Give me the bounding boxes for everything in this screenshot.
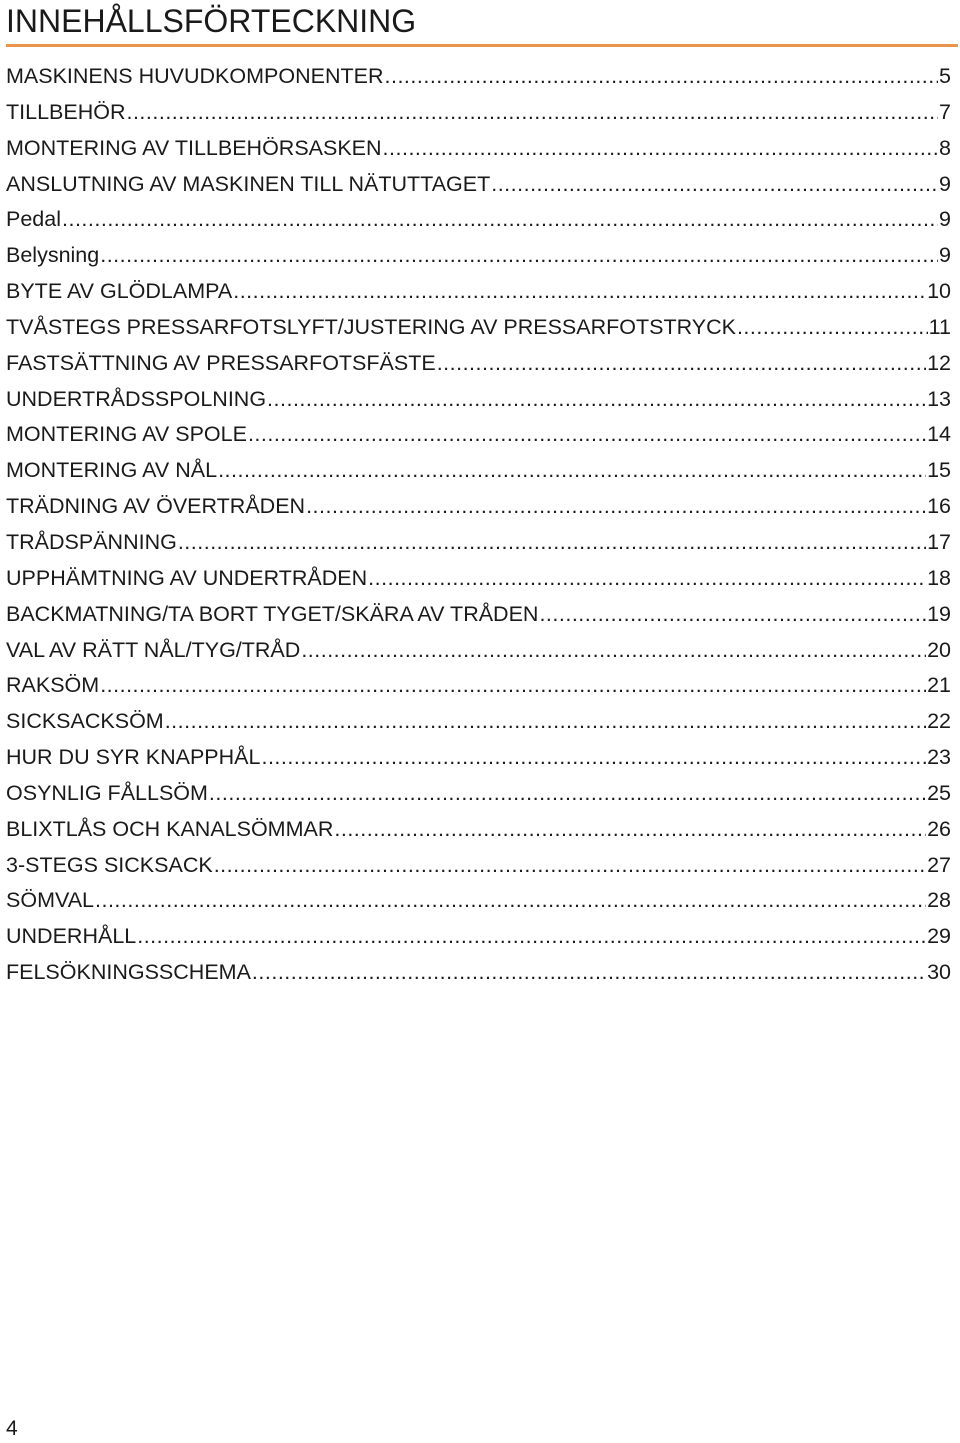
toc-entry[interactable] (6, 382, 951, 418)
toc-entry-page: 27 (927, 852, 951, 877)
toc-dot-leader (178, 525, 926, 561)
toc-dot-leader (385, 59, 939, 95)
toc-entry-page: 16 (927, 494, 951, 519)
toc-dot-leader (437, 346, 926, 382)
toc-dot-leader (368, 561, 926, 597)
toc-entry[interactable] (6, 597, 951, 633)
page-number: 4 (6, 1417, 18, 1440)
toc-dot-leader (383, 131, 938, 167)
toc-entry[interactable] (6, 274, 951, 310)
toc-entry-page: 12 (927, 350, 951, 375)
toc-dot-leader (233, 274, 926, 310)
toc-entry-label: UNDERTRÅDSSPOLNING (6, 386, 267, 411)
toc-entry-label: SÖMVAL (6, 888, 95, 913)
toc-dot-leader (137, 919, 926, 955)
toc-entry-label: UNDERHÅLL (6, 924, 137, 949)
toc-entry-label: ANSLUTNING AV MASKINEN TILL NÄTUTTAGET (6, 171, 491, 196)
toc-dot-leader (126, 95, 938, 131)
toc-entry-page: 7 (939, 99, 951, 124)
toc-entry[interactable] (6, 167, 951, 203)
toc-entry[interactable] (6, 131, 951, 167)
page-title: INNEHÅLLSFÖRTECKNING (6, 3, 417, 39)
toc-entry-page: 9 (939, 171, 951, 196)
toc-entry[interactable] (6, 561, 951, 597)
toc-entry-page: 9 (939, 243, 951, 268)
toc-entry-page: 8 (939, 135, 951, 160)
toc-dot-leader (252, 955, 926, 991)
toc-entry-page: 10 (927, 279, 951, 304)
toc-entry[interactable] (6, 740, 951, 776)
toc-entry-label: Belysning (6, 243, 100, 268)
toc-entry-label: TRÄDNING AV ÖVERTRÅDEN (6, 494, 306, 519)
toc-entry-label: FELSÖKNINGSSCHEMA (6, 960, 251, 985)
toc-dot-leader (214, 848, 926, 884)
toc-dot-leader (306, 489, 926, 525)
toc-entry[interactable] (6, 883, 951, 919)
toc-entry-label: MONTERING AV TILLBEHÖRSASKEN (6, 135, 382, 160)
toc-entry[interactable] (6, 848, 951, 884)
toc-entry-label: SICKSACKSÖM (6, 709, 164, 734)
toc-entry-page: 21 (927, 673, 951, 698)
toc-entry-page: 13 (927, 386, 951, 411)
toc-entry-label: BLIXTLÅS OCH KANALSÖMMAR (6, 816, 334, 841)
toc-entry-label: Pedal (6, 207, 61, 232)
toc-dot-leader (737, 310, 928, 346)
toc-entry-label: RAKSÖM (6, 673, 100, 698)
toc-entry-page: 22 (927, 709, 951, 734)
toc-entry-label: VAL AV RÄTT NÅL/TYG/TRÅD (6, 637, 301, 662)
toc-dot-leader (62, 202, 938, 238)
toc-entry[interactable] (6, 59, 951, 95)
toc-dot-leader (334, 812, 926, 848)
toc-entry[interactable] (6, 668, 951, 704)
toc-entry[interactable] (6, 525, 951, 561)
toc-entry-page: 18 (927, 565, 951, 590)
toc-entry[interactable] (6, 489, 951, 525)
toc-entry[interactable] (6, 812, 951, 848)
toc-entry-page: 20 (927, 637, 951, 662)
toc-entry-page: 25 (927, 780, 951, 805)
toc-entry-label: UPPHÄMTNING AV UNDERTRÅDEN (6, 565, 368, 590)
toc-entry-page: 28 (927, 888, 951, 913)
toc-dot-leader (267, 382, 926, 418)
toc-entry[interactable] (6, 955, 951, 991)
toc-entry-page: 23 (927, 745, 951, 770)
toc-dot-leader (95, 883, 926, 919)
toc-entry[interactable] (6, 453, 951, 489)
toc-entry[interactable] (6, 95, 951, 131)
toc-dot-leader (100, 238, 938, 274)
toc-entry-page: 14 (927, 422, 951, 447)
toc-dot-leader (261, 740, 926, 776)
toc-entry-label: MONTERING AV SPOLE (6, 422, 247, 447)
toc-entry-label: FASTSÄTTNING AV PRESSARFOTSFÄSTE (6, 350, 436, 375)
toc-entry-page: 17 (927, 529, 951, 554)
toc-entry-label: BACKMATNING/TA BORT TYGET/SKÄRA AV TRÅDEN (6, 601, 539, 626)
toc-entry-label: MONTERING AV NÅL (6, 458, 218, 483)
toc-entry-label: TVÅSTEGS PRESSARFOTSLYFT/JUSTERING AV PRESSARFOTSTRYCK (6, 314, 736, 339)
toc-entry[interactable] (6, 704, 951, 740)
toc-entry-page: 30 (927, 960, 951, 985)
toc-entry-label: MASKINENS HUVUDKOMPONENTER (6, 64, 384, 88)
toc-entry[interactable] (6, 346, 951, 382)
toc-entry[interactable] (6, 417, 951, 453)
toc-entry-label: BYTE AV GLÖDLAMPA (6, 279, 233, 304)
toc-entry-page: 9 (939, 207, 951, 232)
toc-entry[interactable] (6, 202, 951, 238)
toc-dot-leader (539, 597, 926, 633)
toc-dot-leader (209, 776, 926, 812)
toc-dot-leader (165, 704, 926, 740)
toc-entry-label: TRÅDSPÄNNING (6, 529, 177, 554)
toc-entry-page: 26 (927, 816, 951, 841)
toc-entry-label: 3-STEGS SICKSACK (6, 852, 213, 877)
toc-entry[interactable] (6, 310, 951, 346)
toc-entry-page: 29 (927, 924, 951, 949)
toc-entry-label: OSYNLIG FÅLLSÖM (6, 780, 208, 805)
toc-dot-leader (248, 417, 926, 453)
toc-entry[interactable] (6, 776, 951, 812)
toc-dot-leader (491, 167, 938, 203)
table-of-contents (6, 59, 951, 991)
toc-entry[interactable] (6, 919, 951, 955)
toc-entry-page: 11 (928, 314, 951, 339)
toc-entry[interactable] (6, 238, 951, 274)
title-rule (6, 44, 958, 47)
toc-dot-leader (301, 633, 926, 669)
toc-entry-page: 5 (939, 64, 951, 88)
toc-entry-page: 19 (927, 601, 951, 626)
toc-entry-page: 15 (927, 458, 951, 483)
toc-dot-leader (218, 453, 926, 489)
toc-dot-leader (100, 668, 926, 704)
toc-entry-label: HUR DU SYR KNAPPHÅL (6, 745, 261, 770)
toc-entry-label: TILLBEHÖR (6, 99, 126, 124)
toc-entry[interactable] (6, 633, 951, 669)
